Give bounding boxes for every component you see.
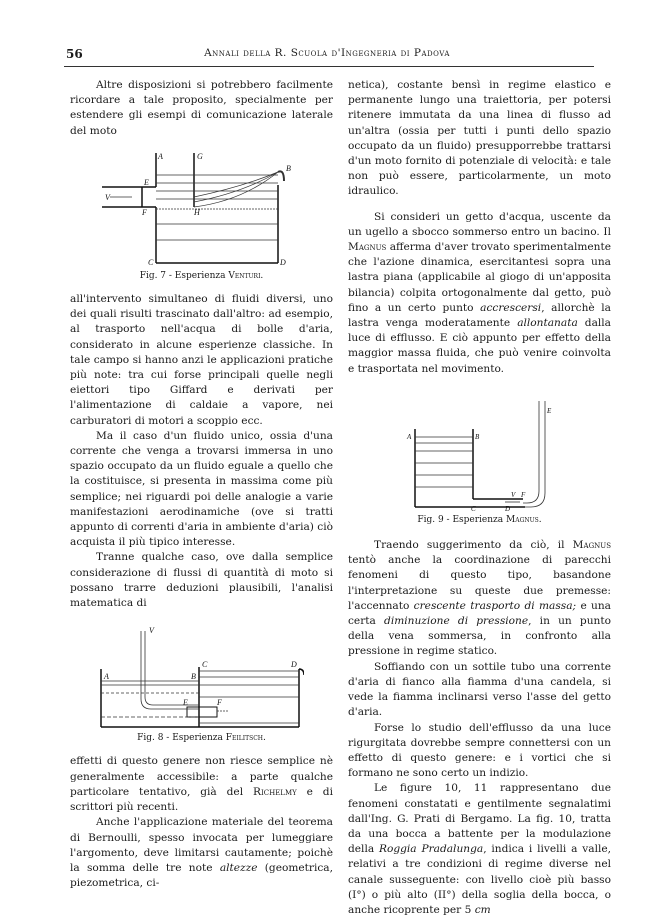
figure-7 (70, 147, 333, 284)
emphasis: cm (474, 903, 491, 916)
fig-label: C (147, 257, 153, 267)
fig-label: D (279, 257, 286, 267)
text: afferma d'aver trovato sperimentalmente che l'azione dinamica, esercitantesi sopra una lastra piana (applicabile al giogo di un'apposita bilancia) colpita ortogonalmente dal getto, può fino a un certo punto (348, 241, 612, 314)
emphasis: allontanata (517, 317, 578, 330)
venturi-diagram-icon (102, 147, 302, 267)
emphasis: diminuzione di pressione (384, 615, 529, 628)
fig-label: F (520, 490, 525, 499)
caption-author: Magnus. (506, 514, 542, 525)
author-name: Magnus (348, 241, 387, 254)
text: Anche l'applicazione materiale del teorema di Bernoulli, spesso invocata per lumeggiare l'argomento, deve limitarsi cautamente; poichè la somma delle tre note (70, 816, 333, 874)
caption-text: Fig. 8 - Esperienza (137, 733, 226, 744)
fig-label: B (285, 163, 291, 173)
fig-label: E (183, 698, 188, 708)
caption-text: Fig. 9 - Esperienza (417, 514, 507, 525)
fig-label: F (141, 207, 147, 217)
fig-label: V (149, 626, 154, 636)
fig-label: C (202, 660, 208, 670)
paragraph (70, 815, 333, 891)
right-column (348, 78, 611, 918)
fig-label: E (143, 177, 149, 187)
paragraph: Soffiando con un sottile tubo una corrente d'aria di fianco alla fiamma d'una candela, si vede la fiamma inclinarsi verso l'asse del getto d'aria. (348, 660, 611, 719)
fig-label: H (193, 207, 200, 217)
text: Traendo suggerimento da ciò, il (374, 539, 573, 552)
text: tentò anche la coordinazione di parecchi fenomeni di questo tipo, basandone l'interpretazione su queste due premesse: l'accennato (348, 554, 611, 612)
text: , allorchè la lastra venga moderatamente (348, 301, 611, 330)
caption-author: Feilitsch. (225, 733, 266, 744)
feilitsch-diagram-icon (99, 619, 304, 729)
author-name: Richelmy (252, 785, 297, 798)
paragraph: all'intervento simultaneo di fluidi diversi, uno dei quali risulti trascinato dall'altro: ad esempio, al trasporto nell'acqua di bolle d'aria, considerato in alcune esperienze classiche. In tale campo si hanno anzi le applicazioni pratiche più note: tra cui forse principali quelle negli eiettori tipo Giffard e derivati per l'alimentazione di caldaie a vapore, nei carburatori di motori a scoppio ecc. (70, 293, 333, 427)
left-column (70, 78, 333, 891)
figure-caption (70, 731, 333, 746)
fig-label: E (546, 406, 551, 415)
figure-8 (70, 619, 333, 746)
text: Si consideri un getto d'acqua, uscente da un ugello a sbocco sommerso entro un bacino. Il (348, 210, 611, 238)
header-rule (64, 66, 594, 67)
fig-label: D (504, 504, 510, 511)
text: e di scrittori più recenti. (70, 785, 333, 814)
paragraph: Tranne qualche caso, ove dalla semplice considerazione di flussi di quantità di moto si possano trarre deduzioni plausibili, l'analisi matematica di (70, 551, 333, 610)
caption-text: Fig. 7 - Esperienza (139, 270, 229, 281)
text: Le figure 10, 11 rappresentano due fenomeni constatati e gentilmente segnalatimi dall'Ing. G. Prati di Bergamo. La fig. 10, tratta da una bocca a battente per la modulazione della (348, 782, 611, 856)
emphasis: Roggia Pradalunga (378, 843, 484, 856)
author-name: Magnus (572, 539, 611, 552)
fig-label: V (510, 490, 515, 499)
fig-label: C (470, 504, 476, 511)
emphasis: altezze (219, 861, 258, 874)
text: dalla luce di efflusso. E ciò appunto per effetto della maggior massa fluida, che può venire coinvolta e trasportata nel movimento. (348, 317, 611, 375)
figure-caption (70, 269, 333, 284)
figure-9 (348, 399, 611, 528)
paragraph: Ma il caso d'un fluido unico, ossia d'una corrente che venga a trovarsi immersa in uno spazio occupato da un fluido eguale a quello che la costituisce, si presenta in massima come più semplice; nei riguardi poi delle analogie a varie manifestazioni aerodinamiche (ove si tratti appunto di correnti d'aria in ambiente d'aria) ciò acquista il più tipico interesse. (70, 429, 333, 549)
page-number: 56 (66, 47, 83, 61)
emphasis: accrescersi (480, 301, 542, 314)
paragraph (348, 781, 611, 918)
text: e una certa (348, 599, 611, 628)
running-head: Annali della R. Scuola d'Ingegneria di Padova (204, 47, 450, 59)
fig-label: A (406, 432, 411, 441)
magnus-diagram-icon (405, 399, 555, 511)
fig-label: B (474, 432, 479, 441)
fig-label: F (217, 698, 222, 708)
text: effetti di questo genere non riesce semplice nè generalmente accessibile: a parte qualche particolare tentativo, già del (70, 755, 333, 798)
fig-label: A (104, 672, 109, 682)
text: , indica i livelli a valle, relativi a tre condizioni di regime diverse nel canale susseguente: con livello cioè più basso (I°) o più alto (II°) della soglia della bocca, o anche ricoprente per 5 (348, 843, 611, 916)
fig-label: A (157, 151, 163, 161)
fig-label: G (196, 151, 203, 161)
paragraph: Altre disposizioni si potrebbero facilmente ricordare a tale proposito, specialmente per estendere gli esempi di comunicazione laterale del moto (70, 79, 333, 137)
paragraph (348, 538, 611, 660)
fig-label: B (191, 672, 196, 682)
fig-label: V (104, 192, 110, 202)
caption-author: Venturi. (228, 270, 264, 281)
figure-caption (348, 513, 611, 528)
paragraph (348, 210, 611, 377)
paragraph: netica), costante bensì in regime elastico e permanente lungo una traiettoria, per potersi ritenere immutata da una linea di flusso ad un'altra (ossia per tutti i punti dello spazio occupato da un fluido) presupporrebbe trattarsi d'un moto fornito di potenziale di velocità: e tale non può essere, particolarmente, un moto idraulico. (348, 79, 611, 198)
paragraph: Forse lo studio dell'efflusso da una luce rigurgitata dovrebbe sempre connettersi con un effetto di questo genere: e i vortici che si formano ne sono certo un indizio. (348, 721, 611, 780)
text: (geometrica, piezometrica, ci- (70, 861, 333, 890)
fig-label: D (291, 660, 297, 670)
emphasis: crescente trasporto di massa; (413, 599, 577, 612)
paragraph (70, 754, 333, 815)
text: , in un punto della vena sommersa, in confronto alla pressione in regime statico. (348, 615, 611, 658)
